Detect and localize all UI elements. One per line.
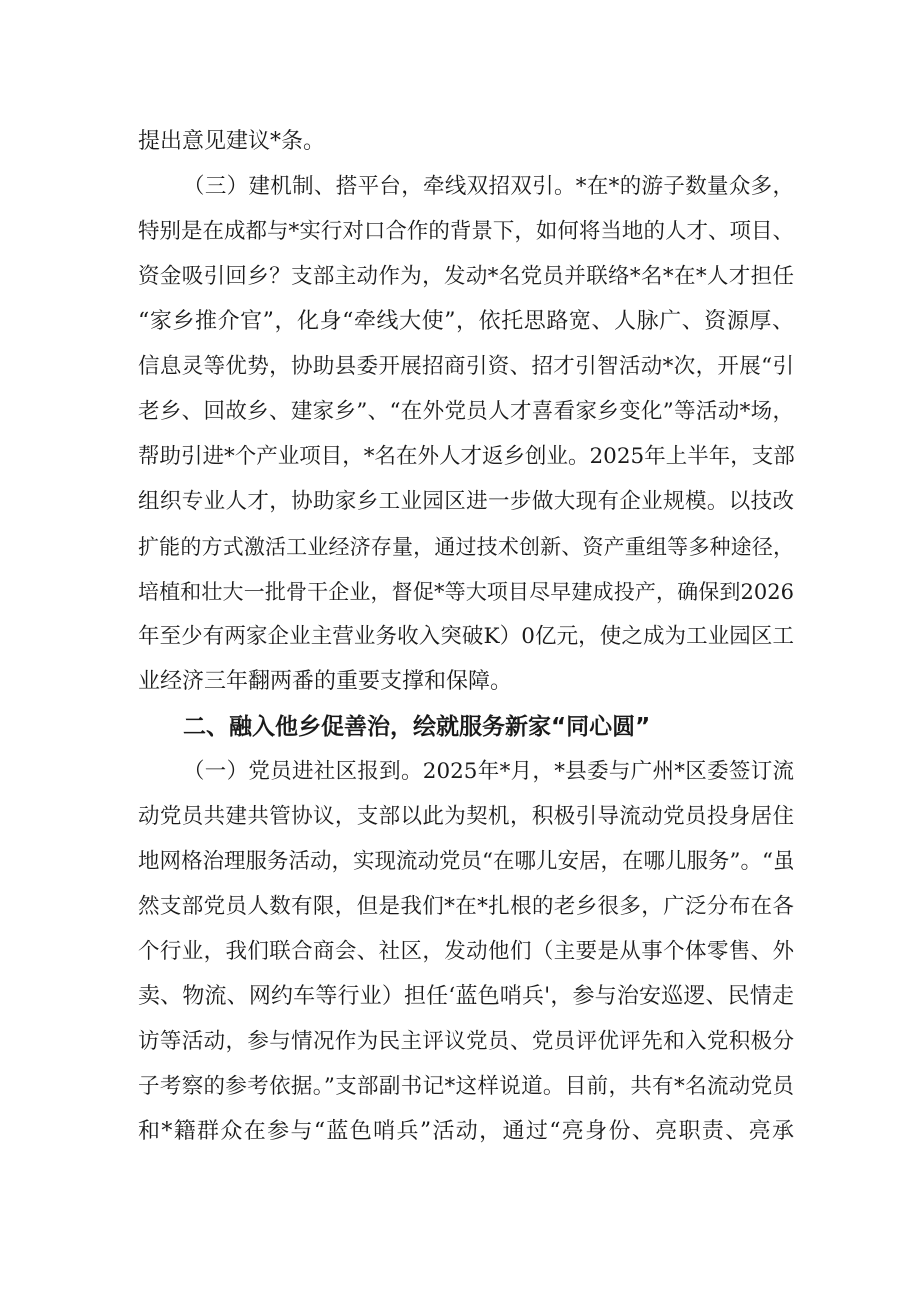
paragraph-line: 帮助引进*个产业项目，*名在外人才返乡创业。2025年上半年，支部 (138, 444, 795, 469)
paragraph-line: 提出意见建议*条。 (138, 129, 326, 154)
paragraph-line: “家乡推介官”，化身“牵线大使”，依托思路宽、人脉广、资源厚、 (138, 309, 794, 334)
paragraph-line: 特别是在成都与*实行对口合作的背景下，如何将当地的人才、项目、 (138, 219, 794, 244)
paragraph-line: 资金吸引回乡？支部主动作为，发动*名党员并联络*名*在*人才担任 (138, 264, 794, 289)
paragraph-line: 组织专业人才，协助家乡工业园区进一步做大现有企业规模。以技改 (138, 489, 794, 514)
paragraph-line: 业经济三年翻两番的重要支撑和保障。 (138, 669, 513, 694)
section-heading: 二、融入他乡促善治，绘就服务新家“同心圆” (183, 714, 651, 740)
paragraph-line: 老乡、回故乡、建家乡”、“在外党员人才喜看家乡变化”等活动*场， (138, 399, 794, 424)
paragraph-line: 卖、物流、网约车等行业）担任‘蓝色哨兵'，参与治安巡逻、民情走 (138, 984, 794, 1009)
paragraph-line: 培植和壮大一批骨干企业，督促*等大项目尽早建成投产，确保到2026 (138, 580, 794, 604)
paragraph-line: 访等活动，参与情况作为民主评议党员、党员评优评先和入党积极分 (138, 1029, 794, 1054)
paragraph-line: 扩能的方式激活工业经济存量，通过技术创新、资产重组等多种途径， (138, 535, 794, 559)
paragraph-line: 然支部党员人数有限，但是我们*在*扎根的老乡很多，广泛分布在各 (138, 894, 794, 919)
paragraph-line: 和*籍群众在参与“蓝色哨兵”活动，通过“亮身份、亮职责、亮承 (138, 1119, 794, 1144)
paragraph-line: 个行业，我们联合商会、社区，发动他们（主要是从事个体零售、外 (138, 939, 794, 964)
paragraph-line: 动党员共建共管协议，支部以此为契机，积极引导流动党员投身居住 (138, 804, 794, 829)
paragraph-line: （一）党员进社区报到。2025年*月，*县委与广州*区委签订流 (183, 759, 794, 784)
paragraph-line: 信息灵等优势，协助县委开展招商引资、招才引智活动*次，开展“引 (138, 354, 794, 379)
paragraph-line: （三）建机制、搭平台，牵线双招双引。*在*的游子数量众多， (183, 174, 794, 199)
paragraph-line: 年至少有两家企业主营业务收入突破K）0亿元，使之成为工业园区工 (138, 624, 794, 649)
paragraph-line: 子考察的参考依据。”支部副书记*这样说道。目前，共有*名流动党员 (138, 1074, 794, 1099)
paragraph-line: 地网格治理服务活动，实现流动党员“在哪儿安居，在哪儿服务”。“虽 (138, 849, 795, 874)
